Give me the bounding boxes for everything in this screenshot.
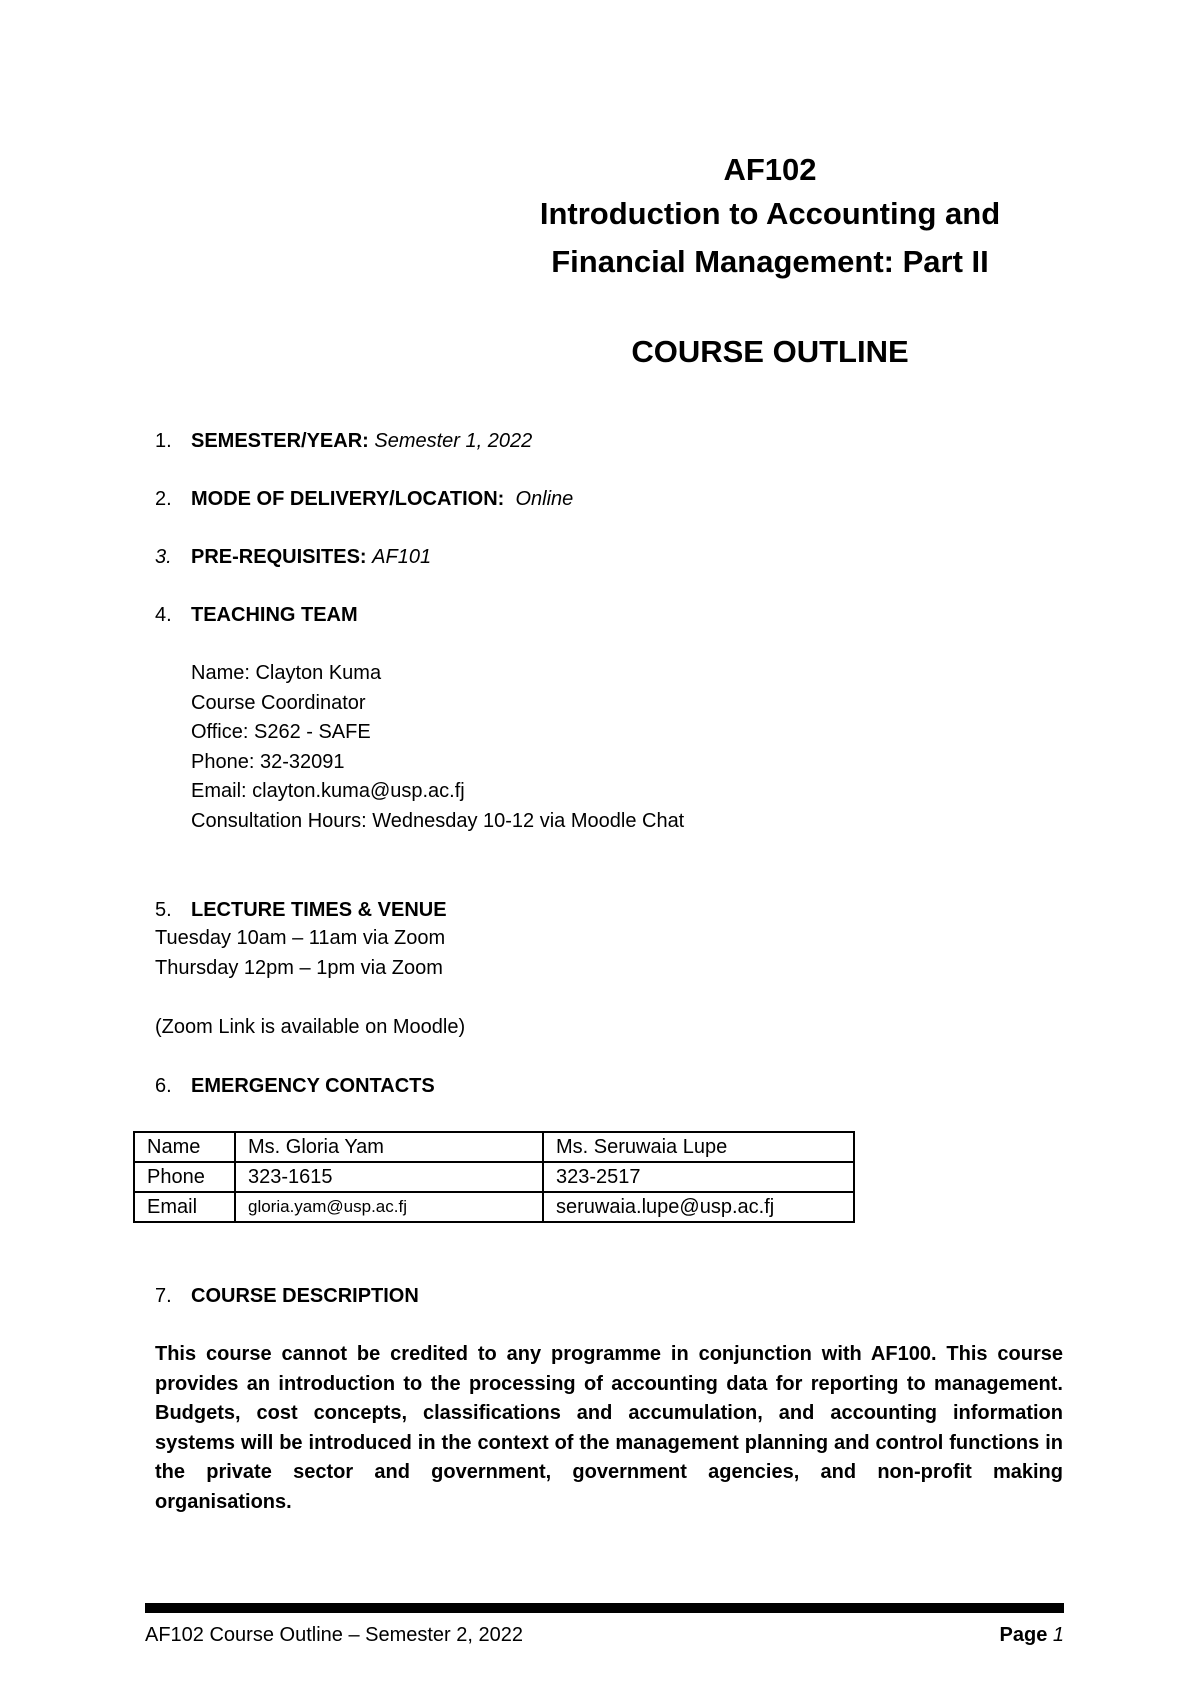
course-title-line2: Financial Management: Part II bbox=[551, 244, 989, 279]
table-cell: Ms. Seruwaia Lupe bbox=[543, 1132, 854, 1162]
prerequisites-value: AF101 bbox=[372, 546, 432, 568]
consultation-hours: Consultation Hours: Wednesday 10-12 via Moodle Chat bbox=[191, 809, 685, 832]
section-label-emergency: EMERGENCY CONTACTS bbox=[191, 1075, 435, 1097]
footer-rule bbox=[145, 1603, 1064, 1613]
outline-heading: COURSE OUTLINE bbox=[631, 334, 909, 369]
lecture-times bbox=[155, 924, 465, 1042]
instructor-phone: Phone: 32-32091 bbox=[191, 750, 345, 773]
section-label-semester: SEMESTER/YEAR: Semester 1, 2022 bbox=[191, 430, 533, 452]
footer-page-indicator bbox=[990, 1621, 1064, 1649]
instructor-email: Email: clayton.kuma@usp.ac.fj bbox=[191, 780, 465, 803]
section-label-delivery: MODE OF DELIVERY/LOCATION: Online bbox=[191, 488, 574, 510]
teaching-team-details bbox=[191, 659, 684, 837]
section-number: 3. bbox=[155, 546, 172, 568]
page-number: 1 bbox=[1052, 1624, 1064, 1646]
section-number: 6. bbox=[155, 1075, 172, 1097]
table-row bbox=[134, 1162, 854, 1192]
table-cell: Phone bbox=[134, 1162, 235, 1192]
section-label-lectures: LECTURE TIMES & VENUE bbox=[191, 899, 447, 921]
course-code: AF102 bbox=[723, 152, 817, 187]
instructor-office: Office: S262 - SAFE bbox=[191, 721, 371, 744]
section-number: 1. bbox=[155, 430, 172, 452]
page-label: Page bbox=[999, 1624, 1053, 1646]
table-cell: seruwaia.lupe@usp.ac.fj bbox=[543, 1192, 854, 1222]
emergency-contacts-table bbox=[133, 1131, 855, 1223]
table-cell: 323-2517 bbox=[543, 1162, 854, 1192]
table-cell: Ms. Gloria Yam bbox=[235, 1132, 543, 1162]
instructor-role: Course Coordinator bbox=[191, 691, 366, 714]
instructor-name: Name: Clayton Kuma bbox=[191, 662, 382, 684]
semester-value: Semester 1, 2022 bbox=[374, 430, 533, 452]
course-description-text: This course cannot be credited to any programme in conjunction with AF100. This course provides an introduction to the processing of accounting data for reporting to management. Budgets, cost concepts, classifications and accumulation, and accounting information systems will be introduced in the context of the management planning and control functions in the private sector and government, government agencies, and non-profit making organisations. bbox=[155, 1343, 1063, 1513]
course-title-line1: Introduction to Accounting and bbox=[539, 196, 1001, 231]
table-row bbox=[134, 1192, 854, 1222]
section-number: 7. bbox=[155, 1285, 172, 1307]
section-number: 5. bbox=[155, 899, 172, 921]
lecture-time: Thursday 12pm – 1pm via Zoom bbox=[155, 956, 443, 979]
table-cell: gloria.yam@usp.ac.fj bbox=[235, 1192, 543, 1222]
lecture-time: Tuesday 10am – 11am via Zoom bbox=[155, 927, 446, 949]
delivery-value: Online bbox=[515, 488, 574, 510]
section-label-description: COURSE DESCRIPTION bbox=[191, 1285, 419, 1307]
table-row bbox=[134, 1132, 854, 1162]
section-number: 2. bbox=[155, 488, 172, 510]
section-label-prerequisites: PRE-REQUISITES: AF101 bbox=[191, 546, 432, 568]
footer-left-text: AF102 Course Outline – Semester 2, 2022 bbox=[145, 1624, 523, 1646]
zoom-note: (Zoom Link is available on Moodle) bbox=[155, 1015, 466, 1038]
table-cell: Name bbox=[134, 1132, 235, 1162]
section-number: 4. bbox=[155, 604, 172, 626]
section-label-teaching-team: TEACHING TEAM bbox=[191, 604, 358, 626]
table-cell: Email bbox=[134, 1192, 235, 1222]
title-block bbox=[470, 150, 1070, 372]
table-cell: 323-1615 bbox=[235, 1162, 543, 1192]
